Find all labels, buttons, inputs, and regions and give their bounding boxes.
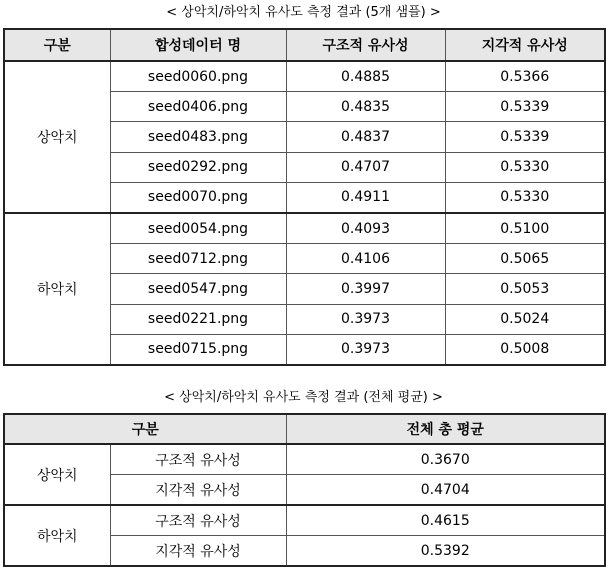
average-value-cell: 0.4704: [286, 475, 605, 506]
perceptual-value-cell: 0.5339: [445, 122, 605, 152]
structural-value-cell: 0.4707: [286, 152, 445, 182]
file-name-cell: seed0715.png: [110, 334, 286, 365]
sample-similarity-table: [3, 28, 606, 366]
header-overall-average: 전체 총 평균: [286, 414, 605, 444]
group-label-upper: 상악치: [4, 61, 110, 213]
metric-name-cell: 구조적 유사성: [110, 505, 286, 536]
metric-name-cell: 지각적 유사성: [110, 475, 286, 506]
table-row: [4, 61, 605, 92]
perceptual-value-cell: 0.5339: [445, 92, 605, 122]
file-name-cell: seed0712.png: [110, 244, 286, 274]
average-value-cell: 0.4615: [286, 505, 605, 536]
group-label-lower: 하악치: [4, 213, 110, 365]
perceptual-value-cell: 0.5065: [445, 244, 605, 274]
file-name-cell: seed0406.png: [110, 92, 286, 122]
file-name-cell: seed0221.png: [110, 304, 286, 334]
structural-value-cell: 0.4837: [286, 122, 445, 152]
metric-name-cell: 구조적 유사성: [110, 444, 286, 475]
file-name-cell: seed0483.png: [110, 122, 286, 152]
table-row: [4, 505, 605, 536]
file-name-cell: seed0070.png: [110, 182, 286, 213]
structural-value-cell: 0.4911: [286, 182, 445, 213]
file-name-cell: seed0060.png: [110, 61, 286, 92]
table1-caption: < 상악치/하악치 유사도 측정 결과 (5개 샘플) >: [166, 5, 441, 20]
header-synthetic-data-name: 합성데이터 명: [110, 29, 286, 61]
header-structural-similarity: 구조적 유사성: [286, 29, 445, 61]
average-similarity-table: [3, 413, 606, 567]
group-label-upper: 상악치: [4, 444, 110, 505]
structural-value-cell: 0.3997: [286, 274, 445, 304]
perceptual-value-cell: 0.5024: [445, 304, 605, 334]
perceptual-value-cell: 0.5366: [445, 61, 605, 92]
structural-value-cell: 0.4885: [286, 61, 445, 92]
structural-value-cell: 0.4093: [286, 213, 445, 244]
header-perceptual-similarity: 지각적 유사성: [445, 29, 605, 61]
file-name-cell: seed0547.png: [110, 274, 286, 304]
perceptual-value-cell: 0.5053: [445, 274, 605, 304]
table-header-row: [4, 414, 605, 444]
structural-value-cell: 0.4835: [286, 92, 445, 122]
perceptual-value-cell: 0.5330: [445, 152, 605, 182]
average-value-cell: 0.3670: [286, 444, 605, 475]
structural-value-cell: 0.4106: [286, 244, 445, 274]
header-category: 구분: [4, 414, 286, 444]
table-header-row: [4, 29, 605, 61]
file-name-cell: seed0054.png: [110, 213, 286, 244]
perceptual-value-cell: 0.5008: [445, 334, 605, 365]
file-name-cell: seed0292.png: [110, 152, 286, 182]
perceptual-value-cell: 0.5100: [445, 213, 605, 244]
table-row: [4, 213, 605, 244]
metric-name-cell: 지각적 유사성: [110, 536, 286, 567]
group-label-lower: 하악치: [4, 505, 110, 566]
average-value-cell: 0.5392: [286, 536, 605, 567]
structural-value-cell: 0.3973: [286, 304, 445, 334]
table2-caption: < 상악치/하악치 유사도 측정 결과 (전체 평균) >: [164, 390, 443, 405]
perceptual-value-cell: 0.5330: [445, 182, 605, 213]
header-category: 구분: [4, 29, 110, 61]
structural-value-cell: 0.3973: [286, 334, 445, 365]
table-row: [4, 444, 605, 475]
